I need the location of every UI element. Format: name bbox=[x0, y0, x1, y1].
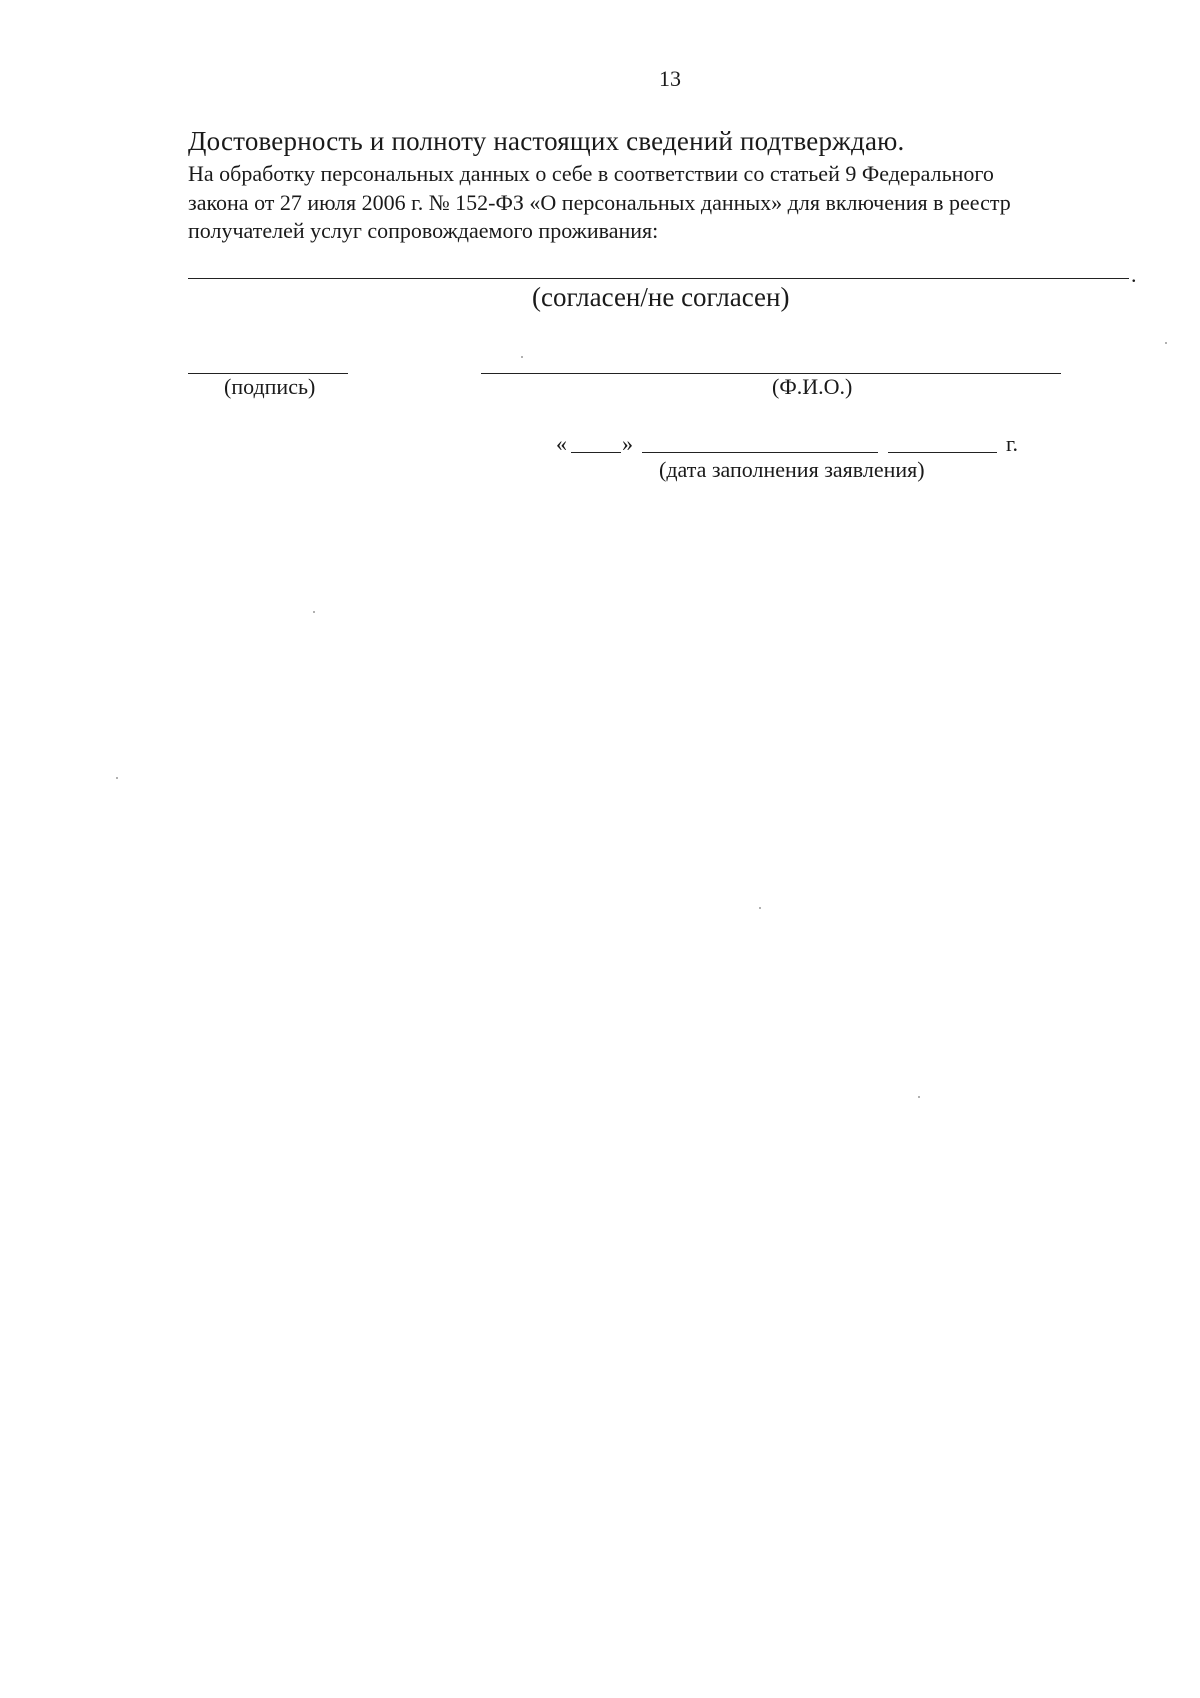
consent-field-hint: (согласен/не согласен) bbox=[532, 282, 790, 312]
scan-speck bbox=[521, 356, 523, 358]
scan-speck bbox=[313, 611, 315, 613]
consent-text-line-2: закона от 27 июля 2006 г. № 152-ФЗ «О персональных данных» для включения в реестр bbox=[188, 189, 1011, 215]
date-day-field[interactable] bbox=[571, 452, 621, 453]
date-year-suffix: г. bbox=[1006, 431, 1019, 456]
scan-speck bbox=[116, 777, 118, 779]
scan-speck bbox=[1165, 342, 1167, 344]
confirmation-statement: Достоверность и полноту настоящих сведений подтверждаю. bbox=[188, 126, 905, 156]
scan-speck bbox=[918, 1096, 920, 1098]
date-quote-close: » bbox=[622, 431, 633, 456]
consent-answer-field[interactable] bbox=[188, 278, 1129, 279]
full-name-label: (Ф.И.О.) bbox=[772, 374, 853, 399]
consent-text-line-1: На обработку персональных данных о себе в соответствии со статьей 9 Федерального bbox=[188, 161, 994, 186]
consent-field-dot: . bbox=[1131, 262, 1137, 287]
date-year-field[interactable] bbox=[888, 452, 997, 453]
full-name-field[interactable] bbox=[481, 373, 1061, 374]
date-month-field[interactable] bbox=[642, 452, 878, 453]
date-quote-open: « bbox=[556, 431, 567, 456]
signature-label: (подпись) bbox=[224, 374, 316, 399]
date-label: (дата заполнения заявления) bbox=[659, 457, 925, 482]
scan-speck bbox=[759, 907, 761, 909]
consent-text-line-3: получателей услуг сопровождаемого проживания: bbox=[188, 218, 659, 243]
consent-paragraph bbox=[188, 160, 1148, 246]
page-number: 13 bbox=[659, 66, 681, 91]
